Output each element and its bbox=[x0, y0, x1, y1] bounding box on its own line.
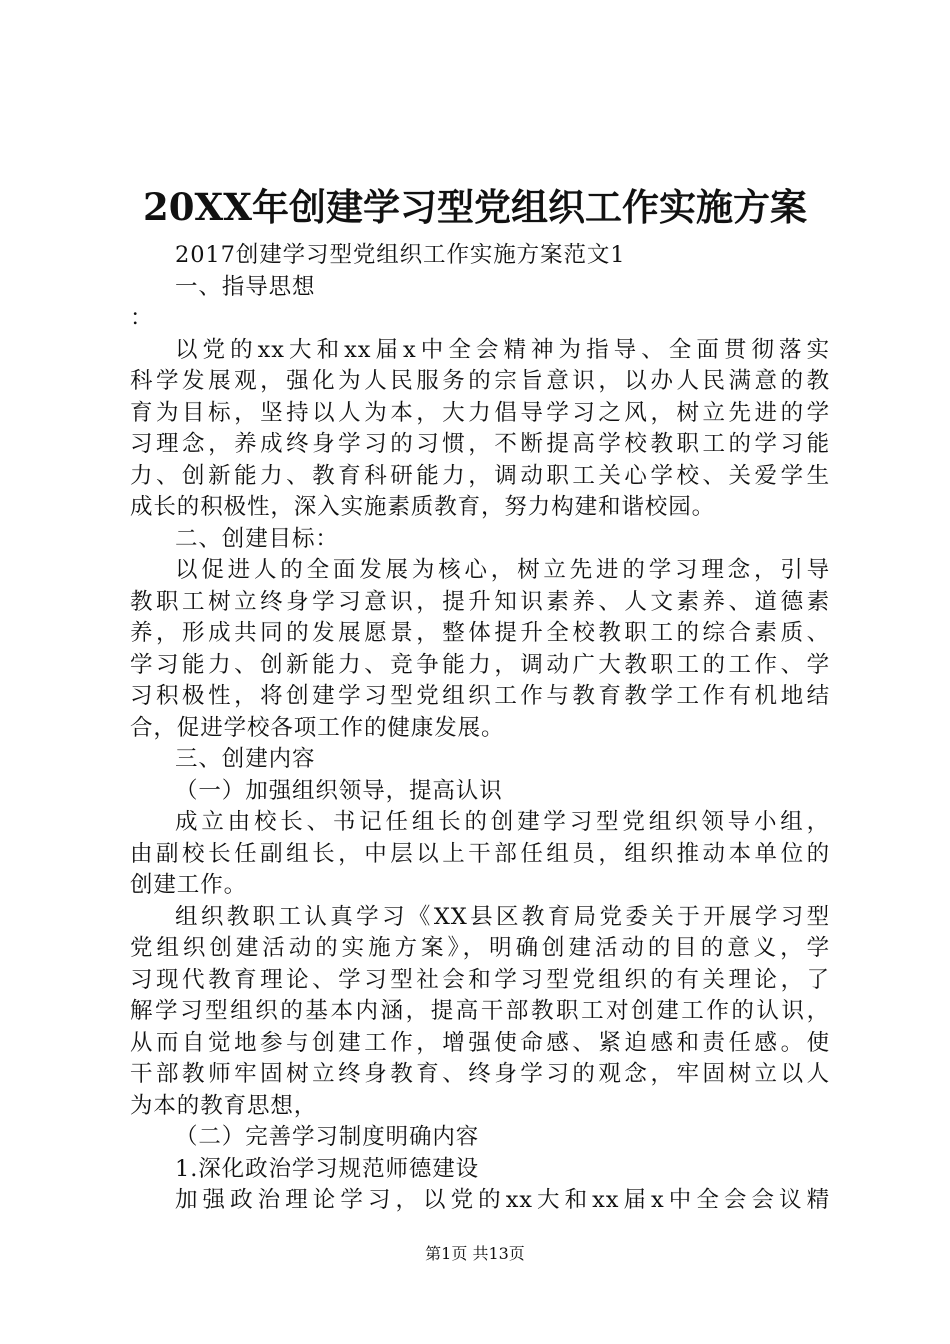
text-line: 养，形成共同的发展愿景，整体提升全校教职工的综合素质、 bbox=[130, 620, 830, 646]
text-line: 以党的xx大和xx届x中全会精神为指导、全面贯彻落实 bbox=[175, 336, 830, 363]
text-line: （二）完善学习制度明确内容 bbox=[175, 1124, 480, 1150]
text-line: 加强政治理论学习，以党的xx大和xx届x中全会会议精 bbox=[175, 1187, 830, 1213]
text-line: 创建工作。 bbox=[130, 872, 248, 898]
text-line: 组织教职工认真学习《XX县区教育局党委关于开展学习型 bbox=[175, 903, 830, 930]
text-line: 学习能力、创新能力、竞争能力，调动广大教职工的工作、学 bbox=[130, 651, 830, 678]
text-line: 2017创建学习型党组织工作实施方案范文1 bbox=[175, 242, 626, 268]
document-title: 20XX年创建学习型党组织工作实施方案 bbox=[143, 185, 807, 229]
text-line: 育为目标，坚持以人为本，大力倡导学习之风，树立先进的学 bbox=[130, 399, 830, 426]
text-line: （一）加强组织领导，提高认识 bbox=[175, 777, 503, 804]
text-line: 习积极性，将创建学习型党组织工作与教育教学工作有机地结 bbox=[130, 683, 830, 709]
text-line: 二、创建目标： bbox=[175, 525, 339, 552]
text-line: 科学发展观，强化为人民服务的宗旨意识，以办人民满意的教 bbox=[130, 368, 830, 394]
text-line: 三、创建内容 bbox=[175, 746, 316, 772]
text-line: ： bbox=[130, 305, 154, 331]
text-line: 合，促进学校各项工作的健康发展。 bbox=[130, 714, 505, 741]
text-line: 以促进人的全面发展为核心，树立先进的学习理念，引导 bbox=[175, 557, 830, 583]
text-line: 解学习型组织的基本内涵，提高干部教职工对创建工作的认识， bbox=[130, 998, 830, 1024]
text-line: 一、指导思想 bbox=[175, 273, 316, 300]
text-line: 由副校长任副组长，中层以上干部任组员，组织推动本单位的 bbox=[130, 840, 830, 867]
document-body bbox=[130, 240, 830, 1217]
page-footer: 第1页 共13页 bbox=[425, 1244, 525, 1263]
text-line: 力、创新能力、教育科研能力，调动职工关心学校、关爱学生 bbox=[130, 462, 830, 489]
text-line: 干部教师牢固树立终身教育、终身学习的观念，牢固树立以人 bbox=[130, 1061, 830, 1087]
text-line: 教职工树立终身学习意识，提升知识素养、人文素养、道德素 bbox=[130, 588, 830, 615]
text-line: 习理念，养成终身学习的习惯，不断提高学校教职工的学习能 bbox=[130, 431, 830, 457]
text-line: 成立由校长、书记任组长的创建学习型党组织领导小组， bbox=[175, 809, 830, 835]
text-line: 为本的教育思想， bbox=[130, 1092, 318, 1119]
text-line: 从而自觉地参与创建工作，增强使命感、紧迫感和责任感。使 bbox=[130, 1029, 830, 1056]
text-line: 1.深化政治学习规范师德建设 bbox=[175, 1155, 480, 1182]
text-line: 成长的积极性，深入实施素质教育，努力构建和谐校园。 bbox=[130, 494, 716, 520]
text-line: 党组织创建活动的实施方案》，明确创建活动的目的意义，学 bbox=[130, 935, 830, 961]
text-line: 习现代教育理论、学习型社会和学习型党组织的有关理论，了 bbox=[130, 966, 830, 993]
